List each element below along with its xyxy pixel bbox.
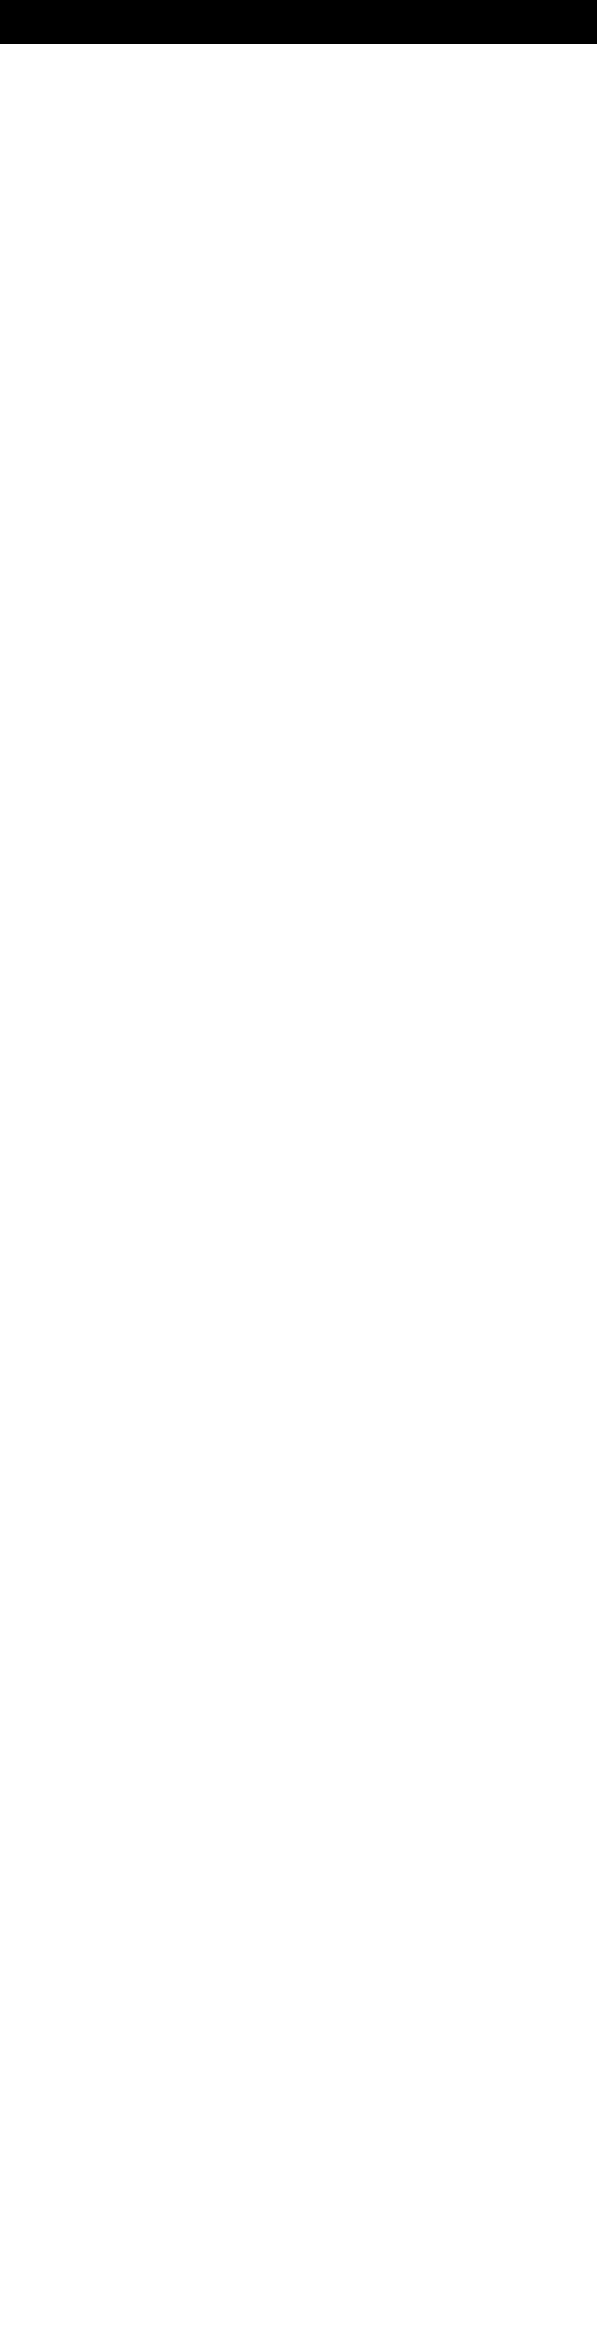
article-line: [8, 1576, 587, 1616]
article-line: [8, 776, 587, 816]
article-line: [8, 1456, 587, 1496]
article-line: [8, 2256, 587, 2296]
article-line: [8, 2176, 587, 2216]
article-line: [8, 816, 587, 856]
article-line: [8, 616, 587, 656]
article-line: [8, 296, 587, 336]
article-line: [8, 1416, 587, 1456]
article-line: [8, 176, 587, 216]
article-line: [8, 936, 587, 976]
article-line: [8, 1376, 587, 1416]
article-line: [8, 496, 587, 536]
article-line: [8, 576, 587, 616]
article-line: [8, 416, 587, 456]
article-line: [8, 1976, 587, 2016]
article-line: [8, 96, 587, 136]
article-line: [8, 376, 587, 416]
article-line: [8, 1696, 587, 1736]
article-line: [8, 1856, 587, 1896]
article-line: [8, 2096, 587, 2136]
article-line: [8, 856, 587, 896]
article-line: [8, 136, 587, 176]
article-line: [8, 1896, 587, 1936]
article-line: [8, 2136, 587, 2176]
article-line: [8, 2016, 587, 2056]
article-line: [8, 1336, 587, 1376]
article-line: [8, 1736, 587, 1776]
article-line: [8, 1056, 587, 1096]
article-line: [8, 656, 587, 696]
article-line: [8, 2296, 587, 2336]
article-line: [8, 2056, 587, 2096]
article-line: [8, 896, 587, 936]
article-line: [8, 1256, 587, 1296]
article-line: [8, 1176, 587, 1216]
article-line: [8, 1536, 587, 1576]
title-bar: [0, 0, 597, 44]
article-line: [8, 736, 587, 776]
article-line: [8, 1136, 587, 1176]
article-line: [8, 2216, 587, 2256]
article-line: [8, 1296, 587, 1336]
article-line: [8, 216, 587, 256]
article-line: [8, 336, 587, 376]
article-line: [8, 56, 587, 96]
article-line: [8, 1016, 587, 1056]
article-line: [8, 1616, 587, 1656]
article-line: [8, 1936, 587, 1976]
article-line: [8, 1816, 587, 1856]
article-line: [8, 696, 587, 736]
article-line: [8, 1776, 587, 1816]
article-body: [0, 56, 597, 2336]
article-line: [8, 456, 587, 496]
article-line: [8, 1496, 587, 1536]
article-line: [8, 1656, 587, 1696]
article-line: [8, 1096, 587, 1136]
article-line: [8, 536, 587, 576]
article-line: [8, 976, 587, 1016]
article-line: [8, 1216, 587, 1256]
article-line: [8, 256, 587, 296]
